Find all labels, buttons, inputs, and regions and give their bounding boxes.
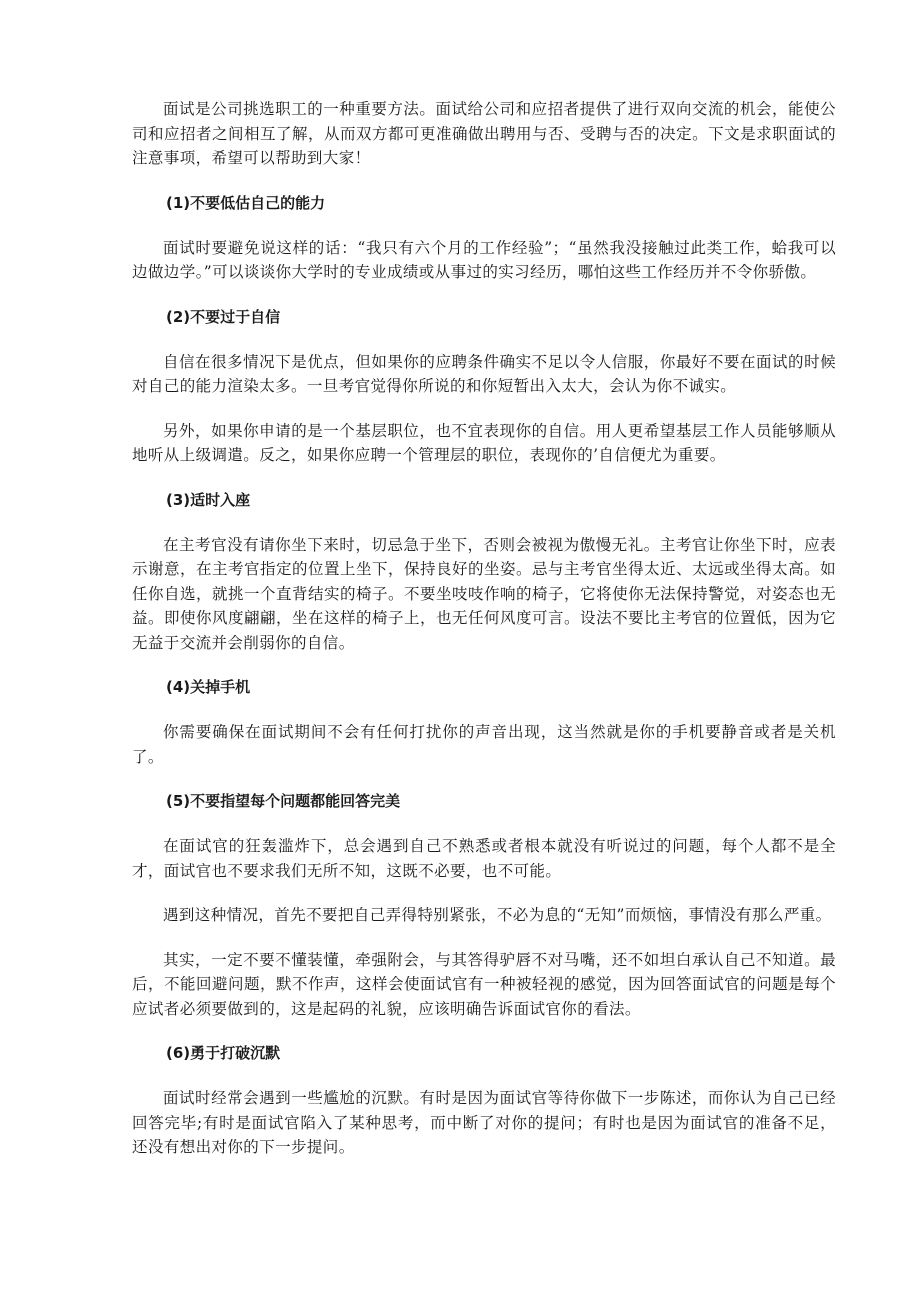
section-4 — [132, 675, 836, 769]
section-heading: (6)勇于打破沉默 — [166, 1044, 281, 1062]
section-paragraph: 在面试官的狂轰滥炸下，总会遇到自己不熟悉或者根本就没有听说过的问题，每个人都不是全才，面试官也不要求我们无所不知，这既不必要，也不可能。 — [132, 837, 836, 880]
section-paragraph: 另外，如果你申请的是一个基层职位，也不宜表现你的自信。用人更希望基层工作人员能够顺从地听从上级调遣。反之，如果你应聘一个管理层的职位，表现你的’自信便尤为重要。 — [132, 421, 836, 464]
section-heading: (4)关掉手机 — [166, 678, 251, 696]
section-heading: (2)不要过于自信 — [166, 307, 281, 326]
section-paragraph: 面试时经常会遇到一些尴尬的沉默。有时是因为面试官等待你做下一步陈述，而你认为自己已经回答完毕;有时是面试官陷入了某种思考，而中断了对你的提问；有时也是因为面试官的准备不足，还没有想出对你的下一步提问。 — [132, 1089, 836, 1156]
section-paragraph: 在主考官没有请你坐下来时，切忌急于坐下，否则会被视为傲慢无礼。主考官让你坐下时，应表示谢意，在主考官指定的位置上坐下，保持良好的坐姿。忌与主考官坐得太近、太远或坐得太高。如任你自选，就挑一个直背结实的椅子。不要坐吱吱作响的椅子，它将使你无法保持警觉，对姿态也无益。即使你风度翩翩，坐在这样的椅子上，也无任何风度可言。设法不要比主考官的位置低，因为它无益于交流并会削弱你的自信。 — [132, 535, 836, 652]
section-paragraph: 你需要确保在面试期间不会有任何打扰你的声音出现，这当然就是你的手机要静音或者是关机了。 — [132, 723, 836, 766]
section-heading: (5)不要指望每个问题都能回答完美 — [166, 792, 401, 810]
section-5 — [132, 789, 836, 1021]
section-1 — [132, 191, 836, 285]
section-paragraph: 自信在很多情况下是优点，但如果你的应聘条件确实不足以令人信服，你最好不要在面试的时候对自己的能力渲染太多。一旦考官觉得你所说的和你短暂出入太大，会认为你不诚实。 — [132, 352, 836, 395]
section-paragraph: 其实，一定不要不懂装懂，牵强附会，与其答得驴唇不对马嘴，还不如坦白承认自己不知道。最后，不能回避问题，默不作声，这样会使面试官有一种被轻视的感觉，因为回答面试官的问题是每个应试者必须要做到的，这是起码的礼貌，应该明确告诉面试官你的看法。 — [132, 950, 836, 1018]
section-2 — [132, 305, 836, 468]
section-heading: (1)不要低估自己的能力 — [166, 193, 326, 212]
document-body — [132, 97, 836, 1180]
section-paragraph: 遇到这种情况，首先不要把自己弄得特别紧张，不必为息的“无知”而烦恼，事情没有那么严重。 — [163, 906, 832, 924]
intro-paragraph: 面试是公司挑选职工的一种重要方法。面试给公司和应招者提供了进行双向交流的机会，能使公司和应招者之间相互了解，从而双方都可更准确做出聘用与否、受聘与否的决定。下文是求职面试的注意事项，希望可以帮助到大家！ — [132, 100, 836, 167]
section-6 — [132, 1041, 836, 1160]
section-3 — [132, 488, 836, 656]
section-paragraph: 面试时要避免说这样的话：“我只有六个月的工作经验”；“虽然我没接触过此类工作，蛤我可以边做边学。”可以谈谈你大学时的专业成绩或从事过的实习经历，哪怕这些工作经历并不令你骄傲。 — [132, 238, 836, 281]
section-heading: (3)适时入座 — [166, 490, 251, 509]
